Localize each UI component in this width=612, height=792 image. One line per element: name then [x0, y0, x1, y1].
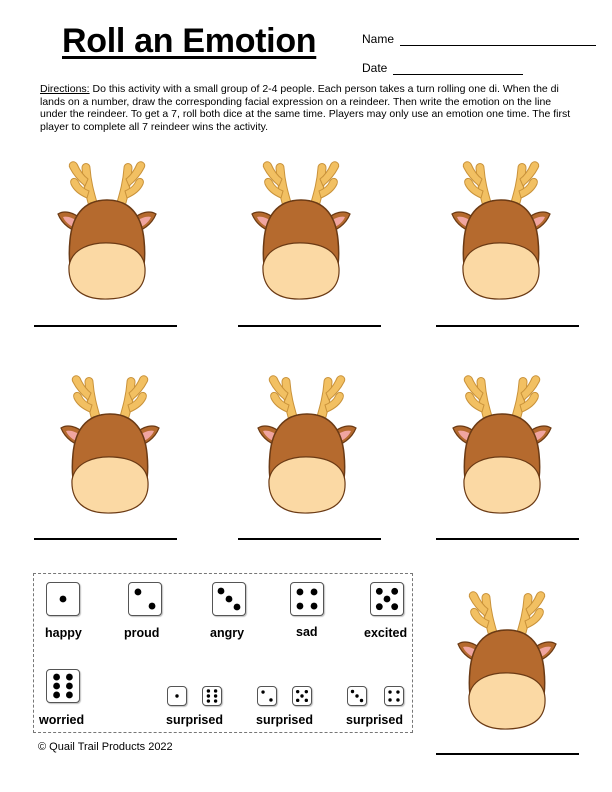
- die-pip: [175, 694, 178, 697]
- die-pip: [396, 698, 399, 701]
- die-pip: [207, 689, 210, 692]
- answer-line-2[interactable]: [238, 325, 381, 327]
- die-pip: [226, 596, 233, 603]
- die-pip: [355, 694, 358, 697]
- die-pip: [214, 689, 217, 692]
- die-pip: [296, 699, 299, 702]
- emotion-label: proud: [124, 626, 160, 640]
- die-pip: [297, 589, 304, 596]
- answer-line-7[interactable]: [436, 753, 579, 755]
- reindeer-muzzle: [69, 243, 145, 299]
- die-pip: [376, 588, 383, 595]
- die-pip: [351, 690, 354, 693]
- emotion-label: excited: [364, 626, 408, 640]
- die-pip: [218, 588, 225, 595]
- die-pip: [53, 674, 60, 681]
- die: [384, 686, 404, 706]
- page-title: Roll an Emotion: [62, 22, 317, 60]
- copyright: © Quail Trail Products 2022: [38, 741, 173, 753]
- die-pip: [311, 603, 318, 610]
- die: [202, 686, 222, 706]
- die: [46, 582, 80, 616]
- die: [370, 582, 404, 616]
- name-label: Name: [362, 32, 395, 46]
- reindeer-3: [446, 148, 556, 303]
- die-pip: [207, 699, 210, 702]
- reindeer-5: [252, 362, 362, 517]
- die-pip: [297, 603, 304, 610]
- dice-key: [33, 573, 413, 733]
- reindeer-1: [52, 148, 162, 303]
- answer-line-3[interactable]: [436, 325, 579, 327]
- die-pip: [234, 604, 241, 611]
- die-pip: [261, 690, 264, 693]
- emotion-label: happy: [45, 626, 82, 640]
- die: [46, 669, 80, 703]
- answer-line-1[interactable]: [34, 325, 177, 327]
- die-pip: [384, 596, 391, 603]
- die-pip: [214, 699, 217, 702]
- date-label: Date: [362, 61, 388, 75]
- emotion-label: surprised: [256, 713, 313, 727]
- reindeer-muzzle: [463, 243, 539, 299]
- name-field: [362, 32, 596, 46]
- date-field: [362, 61, 523, 75]
- die-pip: [149, 603, 156, 610]
- answer-line-4[interactable]: [34, 538, 177, 540]
- die-pip: [66, 692, 73, 699]
- answer-line-5[interactable]: [238, 538, 381, 540]
- emotion-label: angry: [210, 626, 245, 640]
- die-pip: [60, 596, 67, 603]
- reindeer-muzzle: [464, 457, 540, 513]
- die: [128, 582, 162, 616]
- emotion-label: sad: [296, 625, 318, 639]
- reindeer-2: [246, 148, 356, 303]
- die-pip: [296, 690, 299, 693]
- die-pip: [391, 588, 398, 595]
- reindeer-muzzle: [263, 243, 339, 299]
- die-pip: [391, 603, 398, 610]
- emotion-label: surprised: [346, 713, 403, 727]
- reindeer-muzzle: [72, 457, 148, 513]
- die-pip: [388, 690, 391, 693]
- directions-label: Directions:: [40, 83, 90, 95]
- emotion-label: surprised: [166, 713, 223, 727]
- die-pip: [305, 690, 308, 693]
- name-line[interactable]: [400, 33, 596, 46]
- die-pip: [300, 694, 303, 697]
- answer-line-6[interactable]: [436, 538, 579, 540]
- die-pip: [311, 589, 318, 596]
- reindeer-4: [55, 362, 165, 517]
- die-pip: [376, 603, 383, 610]
- die-pip: [207, 694, 210, 697]
- die: [292, 686, 312, 706]
- die-pip: [388, 698, 391, 701]
- die-pip: [53, 683, 60, 690]
- die-pip: [66, 674, 73, 681]
- die-pip: [53, 692, 60, 699]
- die-pip: [269, 698, 272, 701]
- die: [347, 686, 367, 706]
- reindeer-7: [452, 578, 562, 733]
- die-pip: [135, 589, 142, 596]
- die: [212, 582, 246, 616]
- die-pip: [214, 694, 217, 697]
- reindeer-6: [447, 362, 557, 517]
- die-pip: [305, 699, 308, 702]
- directions-text: Do this activity with a small group of 2-4 people. Each person takes a turn rolling one di. When the di lands on a number, draw the corresponding facial expression on a reindeer. Then write the emotion on the line under the reindeer. To get a 7, roll both dice at the same time. Players may only use an emotion one time. The first player to complete all 7 reindeer wins the activity.: [40, 83, 571, 133]
- date-line[interactable]: [393, 62, 523, 75]
- die-pip: [360, 699, 363, 702]
- die: [167, 686, 187, 706]
- reindeer-muzzle: [469, 673, 545, 729]
- die: [290, 582, 324, 616]
- die-pip: [396, 690, 399, 693]
- emotion-label: worried: [39, 713, 85, 727]
- die: [257, 686, 277, 706]
- die-pip: [66, 683, 73, 690]
- reindeer-muzzle: [269, 457, 345, 513]
- directions: [40, 83, 576, 133]
